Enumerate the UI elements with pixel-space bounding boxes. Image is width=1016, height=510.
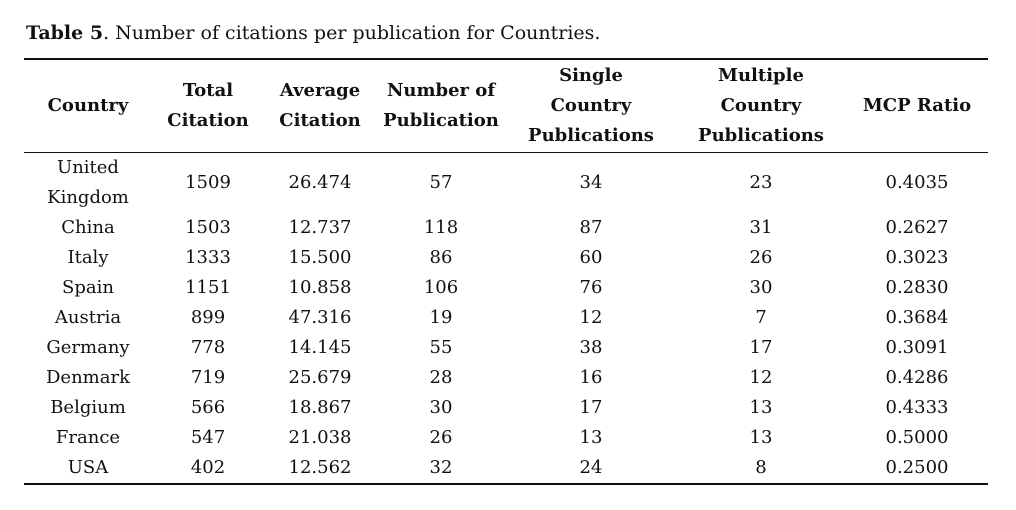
header-line: Total	[182, 80, 234, 101]
table-row	[24, 393, 988, 423]
header-line: Country	[720, 95, 802, 116]
header-number-of-publication	[376, 59, 506, 153]
table-row	[24, 453, 988, 484]
cell-mcp-ratio: 0.4333	[885, 397, 949, 418]
header-line: Publications	[528, 125, 654, 146]
header-multiple-country-publications	[676, 59, 846, 153]
header-country	[24, 59, 152, 153]
cell-mcp-ratio: 0.3091	[885, 337, 949, 358]
cell-average-citation: 21.038	[288, 427, 352, 448]
cell-scp: 87	[579, 217, 603, 238]
header-line: Average	[279, 80, 361, 101]
header-line: Multiple	[718, 65, 804, 86]
table-row	[24, 273, 988, 303]
cell-scp: 76	[579, 277, 603, 298]
header-line: Citation	[279, 110, 361, 131]
header-line: MCP Ratio	[862, 95, 972, 116]
table-row	[24, 333, 988, 363]
header-line: Single	[559, 65, 623, 86]
cell-mcp: 12	[749, 367, 773, 388]
cell-country: China	[61, 217, 115, 238]
cell-scp: 24	[579, 457, 603, 478]
cell-country: Italy	[67, 247, 109, 268]
cell-total-citation: 402	[190, 457, 226, 478]
cell-average-citation: 25.679	[288, 367, 352, 388]
header-single-country-publications	[506, 59, 676, 153]
cell-publications: 55	[429, 337, 453, 358]
cell-mcp: 17	[749, 337, 773, 358]
cell-mcp: 31	[749, 217, 773, 238]
cell-country	[24, 153, 152, 214]
cell-average-citation: 12.562	[288, 457, 352, 478]
cell-average-citation: 18.867	[288, 397, 352, 418]
header-row	[24, 59, 988, 153]
table-caption	[26, 20, 600, 46]
cell-average-citation: 10.858	[288, 277, 352, 298]
country-line: Kingdom	[47, 187, 129, 208]
cell-average-citation: 15.500	[288, 247, 352, 268]
cell-mcp: 13	[749, 427, 773, 448]
cell-publications: 118	[423, 217, 459, 238]
cell-average-citation: 47.316	[288, 307, 352, 328]
header-line: Country	[550, 95, 632, 116]
cell-publications: 86	[429, 247, 453, 268]
cell-mcp-ratio: 0.2830	[885, 277, 949, 298]
header-line: Country	[47, 95, 129, 116]
cell-scp: 12	[579, 307, 603, 328]
table-row	[24, 243, 988, 273]
cell-publications: 32	[429, 457, 453, 478]
cell-mcp: 26	[749, 247, 773, 268]
cell-mcp-ratio: 0.4035	[885, 172, 949, 193]
cell-total-citation: 547	[190, 427, 226, 448]
cell-scp: 38	[579, 337, 603, 358]
cell-average-citation: 14.145	[288, 337, 352, 358]
cell-total-citation: 1503	[185, 217, 231, 238]
cell-country: Belgium	[50, 397, 126, 418]
citations-table	[24, 58, 988, 485]
cell-scp: 17	[579, 397, 603, 418]
table-row	[24, 213, 988, 243]
cell-country: Denmark	[46, 367, 130, 388]
cell-publications: 30	[429, 397, 453, 418]
header-mcp-ratio	[846, 59, 988, 153]
table-body	[24, 153, 988, 485]
header-line: Publication	[383, 110, 499, 131]
cell-mcp: 8	[755, 457, 767, 478]
cell-country: Germany	[46, 337, 130, 358]
cell-total-citation: 566	[190, 397, 226, 418]
cell-total-citation: 778	[190, 337, 226, 358]
cell-country: France	[55, 427, 121, 448]
table-row	[24, 363, 988, 393]
cell-mcp-ratio: 0.5000	[885, 427, 949, 448]
cell-mcp: 7	[755, 307, 767, 328]
cell-mcp-ratio: 0.2627	[885, 217, 949, 238]
cell-mcp: 23	[749, 172, 773, 193]
table-row	[24, 303, 988, 333]
header-line: Number of	[386, 80, 496, 101]
cell-total-citation: 719	[190, 367, 226, 388]
cell-mcp-ratio: 0.3684	[885, 307, 949, 328]
header-line: Citation	[167, 110, 249, 131]
cell-scp: 34	[579, 172, 603, 193]
header-total-citation	[152, 59, 264, 153]
cell-mcp: 30	[749, 277, 773, 298]
cell-total-citation: 1151	[185, 277, 231, 298]
cell-mcp-ratio: 0.2500	[885, 457, 949, 478]
cell-publications: 57	[429, 172, 453, 193]
cell-total-citation: 1509	[185, 172, 231, 193]
cell-country: Austria	[54, 307, 122, 328]
cell-country: Spain	[62, 277, 114, 298]
table-row	[24, 423, 988, 453]
cell-publications: 106	[423, 277, 459, 298]
cell-scp: 60	[579, 247, 603, 268]
cell-mcp-ratio: 0.4286	[885, 367, 949, 388]
cell-average-citation: 26.474	[288, 172, 352, 193]
cell-total-citation: 1333	[185, 247, 231, 268]
cell-publications: 26	[429, 427, 453, 448]
table-header	[24, 59, 988, 153]
cell-scp: 16	[579, 367, 603, 388]
cell-country: USA	[67, 457, 109, 478]
cell-scp: 13	[579, 427, 603, 448]
cell-mcp: 13	[749, 397, 773, 418]
header-average-citation	[264, 59, 376, 153]
cell-publications: 28	[429, 367, 453, 388]
cell-mcp-ratio: 0.3023	[885, 247, 949, 268]
caption-label: Table 5	[26, 22, 104, 44]
cell-total-citation: 899	[190, 307, 226, 328]
cell-publications: 19	[429, 307, 453, 328]
table-row	[24, 153, 988, 214]
country-line: United	[57, 157, 119, 178]
caption-text: . Number of citations per publication for Countries.	[103, 22, 601, 44]
header-line: Publications	[698, 125, 824, 146]
cell-average-citation: 12.737	[288, 217, 352, 238]
